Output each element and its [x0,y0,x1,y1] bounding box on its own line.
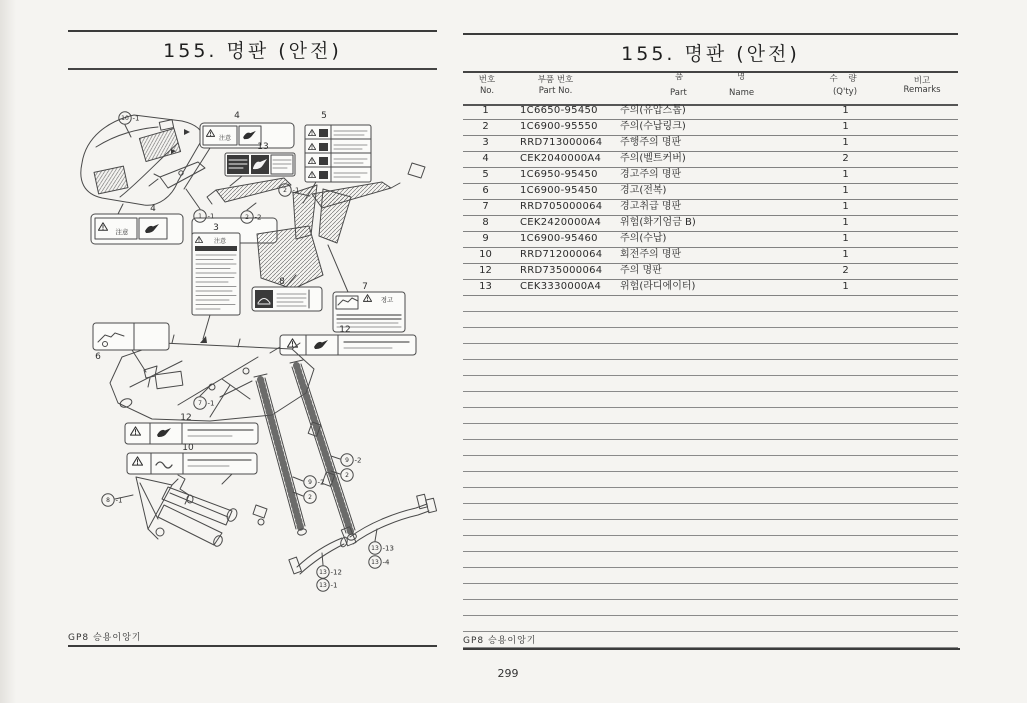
cross-bars [289,494,437,577]
part-number-label: 7 [362,282,368,292]
cell-qty: 1 [842,137,849,148]
part-number-label: 10 [182,443,194,453]
cell-part-name: 경고(전복) [620,185,667,196]
cell-qty: 1 [842,233,849,244]
part-number-label: 5 [321,111,327,121]
svg-text:9: 9 [308,479,312,487]
table-row [463,200,958,216]
cell-part-name: 주의(수납링크) [620,121,686,132]
cell-part-name: 주의(수납) [620,233,667,244]
empty-row-line [463,472,958,488]
cell-part-no: 1C6900-95450 [520,185,598,196]
cell-remarks [888,184,958,199]
svg-text:-4: -4 [382,558,390,567]
part-number-label: 13 [257,142,269,152]
svg-text:2: 2 [308,494,312,502]
cell-no: 3 [482,137,489,148]
page-number: 299 [497,667,519,680]
cell-no: 12 [479,265,492,276]
callout-9-2 [293,476,324,488]
table-row [463,168,958,184]
header-name-en2: Name [729,88,755,98]
table-header [463,68,958,106]
part-number-label: 4 [150,204,156,214]
svg-text:2: 2 [283,187,287,195]
header-partno-kr: 부품 번호 [537,75,574,85]
cell-remarks [888,152,958,167]
cell-part-no: RRD712000064 [520,249,603,260]
callout-13-4 [369,556,390,568]
empty-row-line [463,440,958,456]
cell-remarks [888,104,958,119]
empty-row-line [463,360,958,376]
cell-qty: 2 [842,153,849,164]
header-no-kr: 번호 [478,75,496,85]
empty-row-line [463,600,958,616]
slide-rails [254,360,357,541]
empty-row-line [463,488,958,504]
table-row [463,152,958,168]
svg-text:2: 2 [245,214,249,222]
empty-row-line [463,392,958,408]
header-remarks-kr: 비고 [913,76,931,86]
cell-part-name: 경고취급 명판 [620,201,682,212]
empty-row-line [463,408,958,424]
table-row [463,280,958,296]
table-row [463,184,958,200]
table-row [463,232,958,248]
cell-qty: 1 [842,121,849,132]
cell-no: 10 [479,249,492,260]
cell-qty: 1 [842,185,849,196]
right-title-text: 155. 명판 (안전) [621,43,800,65]
svg-text:13: 13 [371,545,379,553]
cell-part-no: CEK2040000A4 [520,153,602,164]
parts-table-body [463,104,958,648]
cell-part-no: CEK2420000A4 [520,217,602,228]
empty-row-line [463,456,958,472]
svg-text:13: 13 [371,559,379,567]
empty-row-line [463,296,958,312]
svg-text:-2: -2 [354,456,362,465]
svg-text:-13: -13 [382,544,394,553]
cell-part-name: 주행주의 명판 [620,137,682,148]
left-page-footer [68,630,437,647]
cell-part-no: 1C6950-95450 [520,169,598,180]
cell-remarks [888,200,958,215]
header-name-kr1: 품 [675,72,684,82]
svg-text:-1: -1 [330,581,338,590]
svg-text:注意: 注意 [218,135,232,142]
cell-qty: 1 [842,249,849,260]
svg-text:7: 7 [198,400,202,408]
header-qty-en: (Q'ty) [832,87,858,97]
cell-remarks [888,248,958,263]
cell-remarks [888,120,958,135]
hood-part [81,115,202,205]
svg-text:9: 9 [345,457,349,465]
part-number-label: 4 [234,111,240,121]
cell-qty: 1 [842,169,849,180]
cell-part-name: 주의 명판 [620,265,662,276]
cell-part-no: RRD713000064 [520,137,603,148]
empty-row-line [463,568,958,584]
cell-no: 7 [482,201,489,212]
svg-text:注意: 注意 [115,228,129,236]
part-number-label: 6 [95,352,101,362]
cell-part-name: 위험(라디에이터) [620,281,696,292]
cell-part-no: RRD705000064 [520,201,603,212]
cell-part-name: 회전주의 명판 [620,249,682,260]
header-partno-en: Part No. [538,86,573,96]
header-name-en1: Part [670,88,687,98]
svg-text:13: 13 [319,569,327,577]
svg-text:-12: -12 [330,568,342,577]
table-row [463,104,958,120]
right-footer-text: GP8 승용이앙기 [463,636,537,646]
svg-text:注意: 注意 [213,238,227,245]
header-name-kr2: 명 [737,72,746,82]
callout-10-1 [119,112,140,137]
cell-remarks [888,232,958,247]
cell-no: 8 [482,217,489,228]
fender-parts [254,185,351,289]
left-page-title [68,30,437,70]
cell-part-name: 위험(화기엄금 B) [620,217,696,228]
part-number-label: 12 [339,325,351,335]
warning-sticker-6 [93,323,169,387]
cell-qty: 2 [842,265,849,276]
caution-sticker-12a [270,335,416,355]
empty-row-line [463,536,958,552]
front-frame-assembly [136,475,267,548]
exploded-parts-diagram [60,85,452,637]
svg-text:10: 10 [121,115,129,123]
svg-text:8: 8 [106,497,110,505]
cell-qty: 1 [842,105,849,116]
part-number-label: 12 [180,413,192,423]
cell-qty: 1 [842,217,849,228]
cell-part-no: RRD735000064 [520,265,603,276]
table-row [463,136,958,152]
callout-7-1 [194,385,215,409]
table-row [463,264,958,280]
cell-part-name: 경고주의 명판 [620,169,682,180]
callout-13-1 [317,579,338,591]
callout-13-13 [369,529,394,554]
svg-text:-1: -1 [207,399,215,408]
caution-sticker-12b [125,423,258,444]
cell-no: 13 [479,281,492,292]
empty-row-line [463,584,958,600]
empty-row-line [463,328,958,344]
callout-13-12 [317,553,342,578]
svg-text:-1: -1 [207,212,215,221]
part-number-label: 8 [279,277,285,287]
svg-text:-1: -1 [292,186,300,195]
callout-8-1 [102,494,133,506]
table-row [463,248,958,264]
empty-row-line [463,312,958,328]
empty-row-line [463,552,958,568]
part-number-label: 3 [213,223,219,233]
table-row [463,216,958,232]
cell-part-no: CEK3330000A4 [520,281,602,292]
cell-remarks [888,264,958,279]
cell-part-name: 주의(유압스톱) [620,105,686,116]
svg-text:1: 1 [198,213,202,221]
cell-part-name: 주의(벨트커버) [620,153,686,164]
empty-row-line [463,376,958,392]
left-footer-text: GP8 승용이앙기 [68,633,142,643]
header-qty-kr: 수 량 [829,74,861,84]
svg-text:-1: -1 [132,114,140,123]
cell-qty: 1 [842,281,849,292]
right-page-title [463,33,958,73]
cell-part-no: 1C6900-95550 [520,121,598,132]
cell-remarks [888,168,958,183]
svg-text:2: 2 [345,472,349,480]
cell-qty: 1 [842,201,849,212]
cell-no: 6 [482,185,489,196]
cell-remarks [888,216,958,231]
cell-no: 9 [482,233,489,244]
cell-no: 5 [482,169,489,180]
svg-text:경고: 경고 [380,296,394,304]
cell-remarks [888,136,958,151]
cell-part-no: 1C6900-95460 [520,233,598,244]
empty-row-line [463,616,958,632]
cell-part-no: 1C6650-95450 [520,105,598,116]
caution-sticker-4a [91,204,277,244]
empty-row-line [463,504,958,520]
caution-sticker-3 [192,233,240,343]
empty-row-line [463,424,958,440]
cell-no: 1 [482,105,489,116]
header-remarks-en: Remarks [903,85,941,95]
empty-row-line [463,344,958,360]
cell-no: 4 [482,153,489,164]
header-no-en: No. [479,86,495,96]
left-title-text: 155. 명판 (안전) [163,40,342,62]
right-page-footer [463,633,960,650]
callout-9-2 [331,454,361,466]
empty-row-line [463,520,958,536]
scan-edge-shadow [0,0,16,703]
svg-text:13: 13 [319,582,327,590]
cell-remarks [888,280,958,295]
table-row [463,120,958,136]
svg-text:-2: -2 [317,478,325,487]
svg-text:-2: -2 [254,213,262,222]
cell-no: 2 [482,121,489,132]
svg-text:-1: -1 [115,496,123,505]
